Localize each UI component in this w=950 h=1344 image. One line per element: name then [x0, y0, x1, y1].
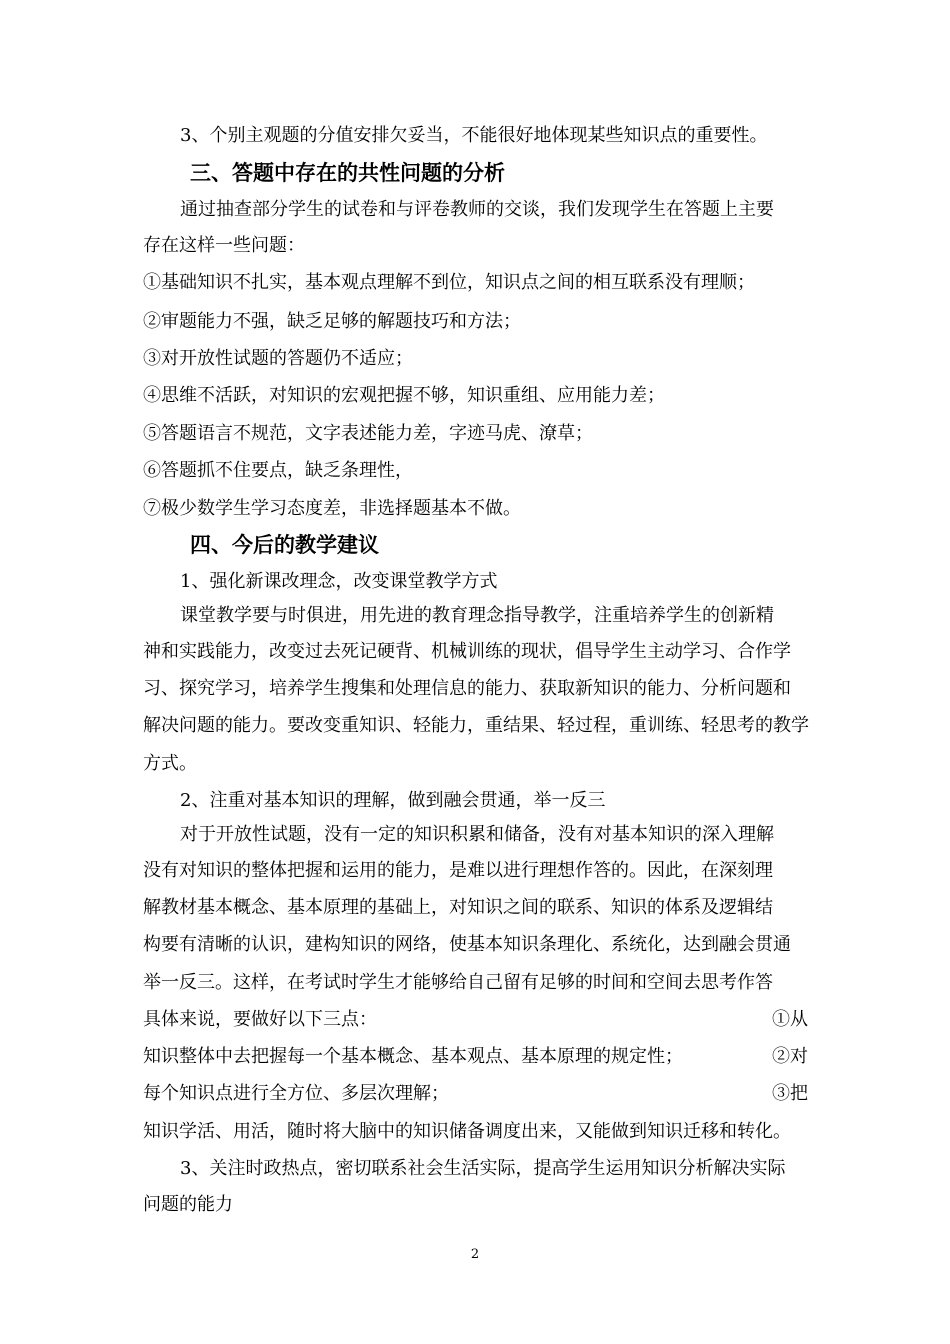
subheading: 3、关注时政热点，密切联系社会生活实际，提高学生运用知识分析解决实际	[180, 1158, 786, 1179]
subheading: 2、注重对基本知识的理解，做到融会贯通，举一反三	[180, 790, 606, 811]
paragraph-line: 举一反三。这样，在考试时学生才能够给自己留有足够的时间和空间去思考作答	[143, 972, 773, 993]
section-heading-3: 三、答题中存在的共性问题的分析	[190, 161, 505, 185]
paragraph-line: 通过抽查部分学生的试卷和与评卷教师的交谈，我们发现学生在答题上主要	[180, 199, 774, 220]
paragraph-line: 对于开放性试题，没有一定的知识积累和储备，没有对基本知识的深入理解	[180, 824, 774, 845]
paragraph-line: 知识学活、用活，随时将大脑中的知识储备调度出来，又能做到知识迁移和转化。	[143, 1121, 791, 1142]
paragraph-line: 解教材基本概念、基本原理的基础上，对知识之间的联系、知识的体系及逻辑结	[143, 897, 773, 918]
subheading: 1、强化新课改理念，改变课堂教学方式	[180, 571, 498, 592]
list-marker: ③把	[772, 1083, 808, 1104]
paragraph-line: 解决问题的能力。要改变重知识、轻能力，重结果、轻过程，重训练、轻思考的教学	[143, 715, 809, 736]
paragraph-text: 每个知识点进行全方位、多层次理解；	[143, 1083, 449, 1104]
paragraph-line: 存在这样一些问题：	[143, 235, 305, 256]
paragraph-line: 课堂教学要与时俱进，用先进的教育理念指导教学，注重培养学生的创新精	[180, 605, 774, 626]
section-heading-4: 四、今后的教学建议	[190, 533, 379, 557]
paragraph-line: 3、个别主观题的分值安排欠妥当，不能很好地体现某些知识点的重要性。	[180, 125, 768, 146]
paragraph-line: 问题的能力	[143, 1194, 233, 1215]
paragraph-line	[143, 1045, 808, 1069]
paragraph-line: 没有对知识的整体把握和运用的能力，是难以进行理想作答的。因此，在深刻理	[143, 860, 773, 881]
paragraph-line	[143, 1082, 808, 1106]
paragraph-line: 神和实践能力，改变过去死记硬背、机械训练的现状，倡导学生主动学习、合作学	[143, 641, 791, 662]
page-number: 2	[470, 1247, 480, 1262]
paragraph-line: 方式。	[143, 753, 197, 774]
list-item: ④思维不活跃，对知识的宏观把握不够，知识重组、应用能力差；	[143, 385, 665, 406]
list-item: ③对开放性试题的答题仍不适应；	[143, 348, 413, 369]
list-item: ⑥答题抓不住要点，缺乏条理性，	[143, 460, 413, 481]
list-item: ⑤答题语言不规范，文字表述能力差，字迹马虎、潦草；	[143, 423, 593, 444]
list-marker: ①从	[772, 1009, 808, 1030]
list-item: ⑦极少数学生学习态度差，非选择题基本不做。	[143, 498, 521, 519]
paragraph-line: 习、探究学习，培养学生搜集和处理信息的能力、获取新知识的能力、分析问题和	[143, 678, 791, 699]
paragraph-text: 知识整体中去把握每一个基本概念、基本观点、基本原理的规定性；	[143, 1046, 683, 1067]
paragraph-line: 构要有清晰的认识，建构知识的网络，使基本知识条理化、系统化，达到融会贯通	[143, 934, 791, 955]
list-item: ②审题能力不强，缺乏足够的解题技巧和方法；	[143, 311, 521, 332]
list-marker: ②对	[772, 1046, 808, 1067]
paragraph-line	[143, 1008, 808, 1032]
list-item: ①基础知识不扎实，基本观点理解不到位，知识点之间的相互联系没有理顺；	[143, 272, 755, 293]
paragraph-text: 具体来说，要做好以下三点：	[143, 1009, 377, 1030]
